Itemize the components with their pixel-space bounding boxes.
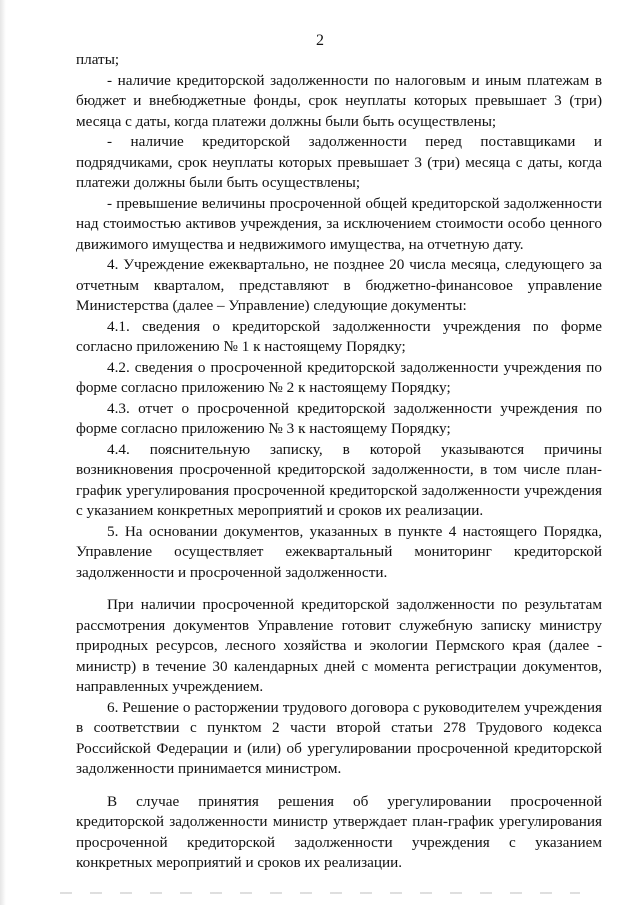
paragraph-item-4-2: 4.2. сведения о просроченной кредиторской задолженности учреждения по форме согласно приложению № 2 к настоящему Порядку;: [76, 358, 602, 396]
paragraph-item-5: 5. На основании документов, указанных в пункте 4 настоящего Порядка, Управление осуществляет ежеквартальный мониторинг кредиторской задолженности и просроченной задолженности.: [76, 522, 602, 581]
scan-edge-shadow: [0, 0, 6, 905]
page-number: 2: [316, 32, 324, 49]
paragraph-excess-debt: - превышение величины просроченной общей кредиторской задолженности над стоимостью активов учреждения, за исключением стоимости особо ценного движимого имущества и недвижимого имущества, на отчетную дату.: [76, 194, 602, 253]
scan-bottom-artifact: [60, 892, 580, 894]
paragraph-schedule: В случае принятия решения об урегулировании просроченной кредиторской задолженности министр утверждает план-график урегулирования просроченной кредиторской задолженности учреждения с указанием конкретных мероприятий и сроков их реализации.: [76, 792, 602, 871]
paragraph-item-4: 4. Учреждение ежеквартально, не позднее 20 числа месяца, следующего за отчетным кварталом, представляют в бюджетно-финансовое управление Министерства (далее – Управление) следующие документы:: [76, 256, 602, 314]
paragraph-item-4-4: 4.4. пояснительную записку, в которой указываются причины возникновения просроченной кредиторской задолженности, в том числе план-график урегулирования просроченной кредиторской задолженности учреждения с указанием конкретных мероприятий и сроков их реализации.: [76, 440, 602, 519]
paragraph-item-6: 6. Решение о расторжении трудового договора с руководителем учреждения в соответствии с пунктом 2 части второй статьи 278 Трудового кодекса Российской Федерации и (или) об урегулировании просроченной кредиторской задолженности принимается министром.: [76, 698, 602, 777]
document-body: [76, 50, 602, 874]
paragraph-supplier-debt: - наличие кредиторской задолженности перед поставщиками и подрядчиками, срок неуплаты которых превышает 3 (три) месяца с даты, когда платежи должны были быть осуществлены;: [76, 133, 602, 191]
paragraph-item-4-1: 4.1. сведения о кредиторской задолженности учреждения по форме согласно приложению № 1 к настоящему Порядку;: [76, 317, 602, 355]
paragraph-overdue-note: При наличии просроченной кредиторской задолженности по результатам рассмотрения документов Управление готовит служебную записку министру природных ресурсов, лесного хозяйства и экологии Пермского края (далее - министр) в течение 30 календарных дней с момента регистрации документов, направленных учреждением.: [76, 596, 602, 695]
paragraph-item-4-3: 4.3. отчет о просроченной кредиторской задолженности учреждения по форме согласно приложению № 3 к настоящему Порядку;: [76, 399, 602, 437]
paragraph-continuation: платы;: [76, 51, 120, 68]
paragraph-tax-debt: - наличие кредиторской задолженности по налоговым и иным платежам в бюджет и внебюджетные фонды, срок неуплаты которых превышает 3 (три) месяца с даты, когда платежи должны были быть осуществлены;: [76, 71, 602, 130]
